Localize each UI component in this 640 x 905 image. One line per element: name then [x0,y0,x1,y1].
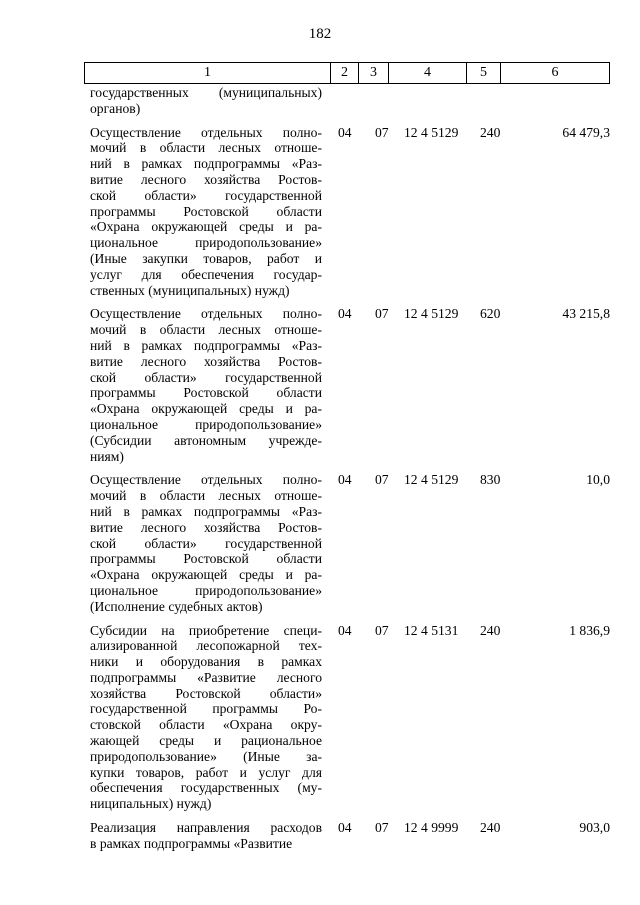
description-line: ниципальных) нужд) [90,796,212,812]
description-line: купки товаров, работ и услуг для [90,764,322,780]
expense-type-cell: 620 [480,306,501,322]
description-line: ственных (муниципальных) нужд) [90,282,290,298]
row-description [90,125,322,299]
subsection-cell: 07 [375,472,389,488]
description-line: природопользование» (Иные за- [90,748,322,764]
description-line: ской области» государственной [90,369,322,385]
description-line: ниям) [90,448,124,464]
description-line: в рамках подпрограммы «Развитие [90,835,293,851]
subsection-cell: 07 [375,622,389,638]
amount-cell: 1 836,9 [569,622,610,638]
expense-type-cell: 240 [480,820,501,836]
description-line: Осуществление отдельных полно- [90,472,322,488]
table-body [90,85,610,852]
description-line: циональное природопользование» [90,582,322,598]
header-col-4: 4 [389,63,467,83]
header-col-2: 2 [331,63,359,83]
row-description [90,472,322,614]
row-description [90,820,322,852]
description-line: мочий в области лесных отноше- [90,140,322,156]
table-row [90,125,610,299]
subsection-cell: 07 [375,124,389,140]
description-line: программы Ростовской области [90,203,322,219]
expense-type-cell: 240 [480,622,501,638]
description-line: подпрограммы «Развитие лесного [90,669,322,685]
description-line: витие лесного хозяйства Ростов- [90,171,322,187]
header-col-5: 5 [467,63,501,83]
expense-type-cell: 240 [480,124,501,140]
row-description [90,623,322,813]
description-line: витие лесного хозяйства Ростов- [90,353,322,369]
table-row [90,820,610,852]
description-line: мочий в области лесных отноше- [90,322,322,338]
table-header [84,62,610,84]
description-line: мочий в области лесных отноше- [90,488,322,504]
section-cell: 04 [338,820,352,836]
description-line: витие лесного хозяйства Ростов- [90,519,322,535]
table-row [90,623,610,813]
row-description [90,306,322,464]
target-article-cell: 12 4 5131 [404,622,459,638]
description-line: государственных (муниципальных) [90,85,322,100]
table-row [90,472,610,614]
description-line: (Исполнение судебных актов) [90,598,263,614]
page-number: 182 [308,26,332,42]
description-line: (Субсидии автономным учрежде- [90,432,322,448]
description-line: услуг для обеспечения государ- [90,266,322,282]
description-line: ний в рамках подпрограммы «Раз- [90,156,322,172]
expense-type-cell: 830 [480,472,501,488]
header-col-3: 3 [359,63,389,83]
description-line: циональное природопользование» [90,416,322,432]
description-line: государственной программы Ро- [90,701,322,717]
description-line: ской области» государственной [90,187,322,203]
description-line: ализированной лесопожарной тех- [90,638,322,654]
amount-cell: 64 479,3 [562,124,610,140]
description-line: ний в рамках подпрограммы «Раз- [90,503,322,519]
description-line: органов) [90,100,141,116]
subsection-cell: 07 [375,820,389,836]
description-line: ской области» государственной [90,535,322,551]
description-line: «Охрана окружающей среды и ра- [90,567,322,583]
description-line: программы Ростовской области [90,551,322,567]
subsection-cell: 07 [375,306,389,322]
amount-cell: 903,0 [579,820,610,836]
description-line: циональное природопользование» [90,235,322,251]
header-col-6: 6 [551,65,559,80]
description-line: ники и оборудования в рамках [90,654,322,670]
target-article-cell: 12 4 5129 [404,306,459,322]
header-col-1: 1 [85,63,331,83]
description-line: стовской области «Охрана окру- [90,717,322,733]
description-line: программы Ростовской области [90,385,322,401]
section-cell: 04 [338,472,352,488]
description-line: «Охрана окружающей среды и ра- [90,401,322,417]
description-line: (Иные закупки товаров, работ и [90,250,322,266]
target-article-cell: 12 4 5129 [404,124,459,140]
amount-cell: 10,0 [586,472,610,488]
description-line: хозяйства Ростовской области» [90,685,322,701]
description-line: Осуществление отдельных полно- [90,306,322,322]
table-row [90,85,610,117]
section-cell: 04 [338,124,352,140]
description-line: Субсидии на приобретение специ- [90,622,322,638]
description-line: обеспечения государственных (му- [90,780,322,796]
description-line: Реализация направления расходов [90,820,322,836]
target-article-cell: 12 4 5129 [404,472,459,488]
description-line: жающей среды и рациональное [90,733,322,749]
table-row [90,306,610,464]
row-description [90,85,322,117]
section-cell: 04 [338,622,352,638]
description-line: Осуществление отдельных полно- [90,124,322,140]
amount-cell: 43 215,8 [562,306,610,322]
section-cell: 04 [338,306,352,322]
description-line: ний в рамках подпрограммы «Раз- [90,337,322,353]
description-line: «Охрана окружающей среды и ра- [90,219,322,235]
target-article-cell: 12 4 9999 [404,820,459,836]
